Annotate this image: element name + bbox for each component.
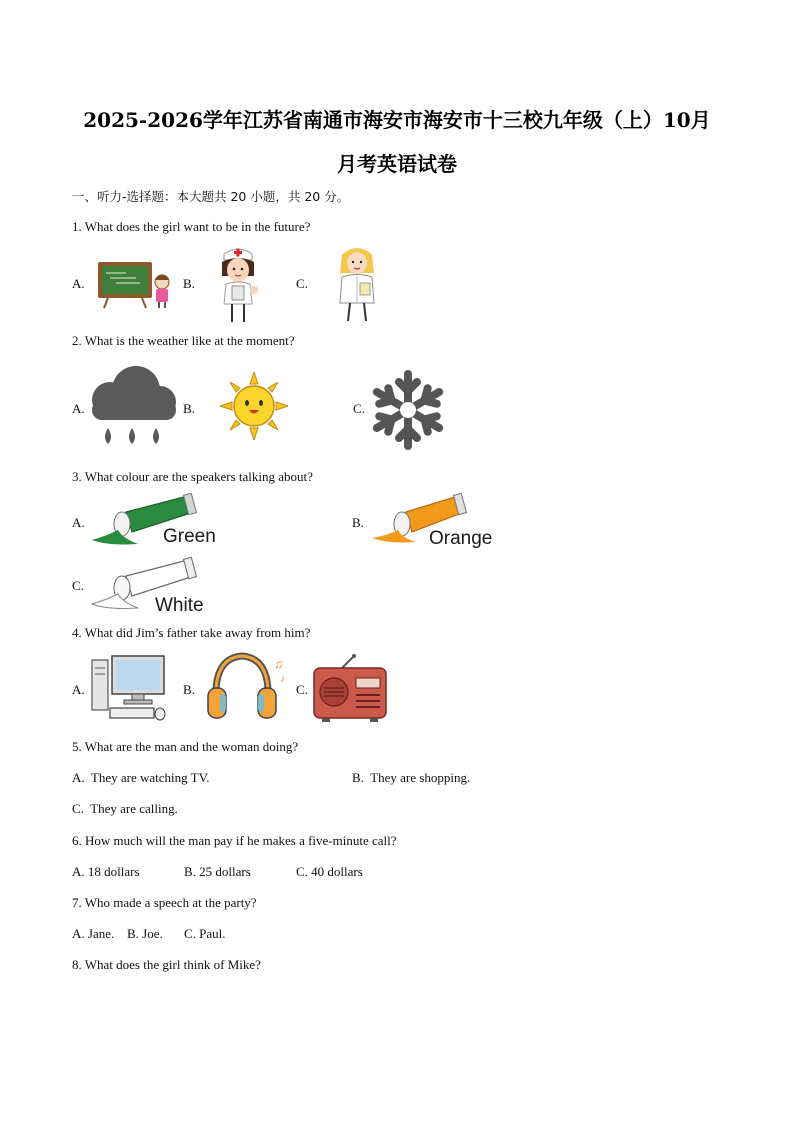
- q1-option-a-label[interactable]: A.: [72, 276, 85, 291]
- q5-option-c-label: C.: [72, 801, 84, 816]
- q7-option-b[interactable]: [127, 926, 163, 942]
- question-8: 8. What does the girl think of Mike?: [72, 957, 261, 972]
- q4-option-c-label[interactable]: C.: [296, 682, 308, 697]
- q3-option-b-word: Orange: [429, 528, 493, 549]
- svg-text:♪: ♪: [280, 674, 285, 685]
- q6-option-c[interactable]: [296, 864, 363, 880]
- q6-option-c-text: 40 dollars: [311, 864, 363, 879]
- page-title-line-2: 月考英语试卷: [337, 152, 457, 176]
- q7-option-b-label: B.: [127, 926, 139, 941]
- question-5: 5. What are the man and the woman doing?: [72, 739, 299, 754]
- q4-option-b-label[interactable]: B.: [183, 682, 195, 697]
- question-6: 6. How much will the man pay if he makes a five-minute call?: [72, 833, 397, 848]
- q7-option-c-text: Paul.: [199, 926, 226, 941]
- q6-option-b-label: B.: [184, 864, 196, 879]
- svg-text:♫: ♫: [274, 657, 283, 671]
- q7-option-b-text: Joe.: [142, 926, 163, 941]
- q4-option-a-label[interactable]: A.: [72, 682, 85, 697]
- nurse-icon: [212, 246, 268, 324]
- radio-icon: [312, 654, 388, 724]
- q6-option-a-text: 18 dollars: [87, 864, 140, 879]
- q5-option-a[interactable]: [72, 770, 210, 786]
- q5-option-b[interactable]: [352, 770, 470, 786]
- q7-option-a[interactable]: [72, 926, 114, 942]
- computer-icon: [90, 652, 170, 724]
- doctor-icon: [332, 243, 382, 323]
- q5-option-c[interactable]: [72, 801, 178, 817]
- q2-option-a-label[interactable]: A.: [72, 401, 85, 416]
- snowflake-icon: [366, 368, 450, 452]
- sun-icon: [220, 372, 288, 440]
- teacher-blackboard-icon: [96, 258, 176, 310]
- q7-option-a-label: A.: [72, 926, 85, 941]
- q5-option-c-text: They are calling.: [90, 801, 178, 816]
- rain-cloud-icon: [88, 364, 178, 450]
- q6-option-a-label: A.: [72, 864, 85, 879]
- question-1: 1. What does the girl want to be in the future?: [72, 219, 311, 234]
- question-7: 7. Who made a speech at the party?: [72, 895, 257, 910]
- q7-option-c-label: C.: [184, 926, 196, 941]
- q1-option-b-label[interactable]: B.: [183, 276, 195, 291]
- q5-option-a-text: They are watching TV.: [90, 770, 210, 785]
- q1-option-c-label[interactable]: C.: [296, 276, 308, 291]
- q5-option-a-label: A.: [72, 770, 85, 785]
- q2-option-c-label[interactable]: C.: [353, 401, 365, 416]
- q3-option-c-label[interactable]: C.: [72, 578, 84, 593]
- q5-option-b-label: B.: [352, 770, 364, 785]
- q3-option-c-word: White: [155, 595, 204, 616]
- q6-option-b-text: 25 dollars: [199, 864, 251, 879]
- q3-option-a-label[interactable]: A.: [72, 515, 85, 530]
- q7-option-a-text: Jane.: [87, 926, 115, 941]
- headphones-icon: [200, 650, 290, 726]
- q2-option-b-label[interactable]: B.: [183, 401, 195, 416]
- q6-option-a[interactable]: [72, 864, 140, 880]
- q7-option-c[interactable]: [184, 926, 226, 942]
- q6-option-c-label: C.: [296, 864, 308, 879]
- q3-option-b-label[interactable]: B.: [352, 515, 364, 530]
- question-3: 3. What colour are the speakers talking about?: [72, 469, 313, 484]
- question-4: 4. What did Jim’s father take away from him?: [72, 625, 311, 640]
- q5-option-b-text: They are shopping.: [370, 770, 471, 785]
- q6-option-b[interactable]: [184, 864, 251, 880]
- section-heading: 一、听力-选择题：本大题共 20 小题，共 20 分。: [72, 189, 350, 204]
- question-2: 2. What is the weather like at the moment?: [72, 333, 295, 348]
- page-title-line-1: 2025-2026学年江苏省南通市海安市海安市十三校九年级（上）10月: [83, 108, 711, 132]
- q3-option-a-word: Green: [163, 526, 216, 547]
